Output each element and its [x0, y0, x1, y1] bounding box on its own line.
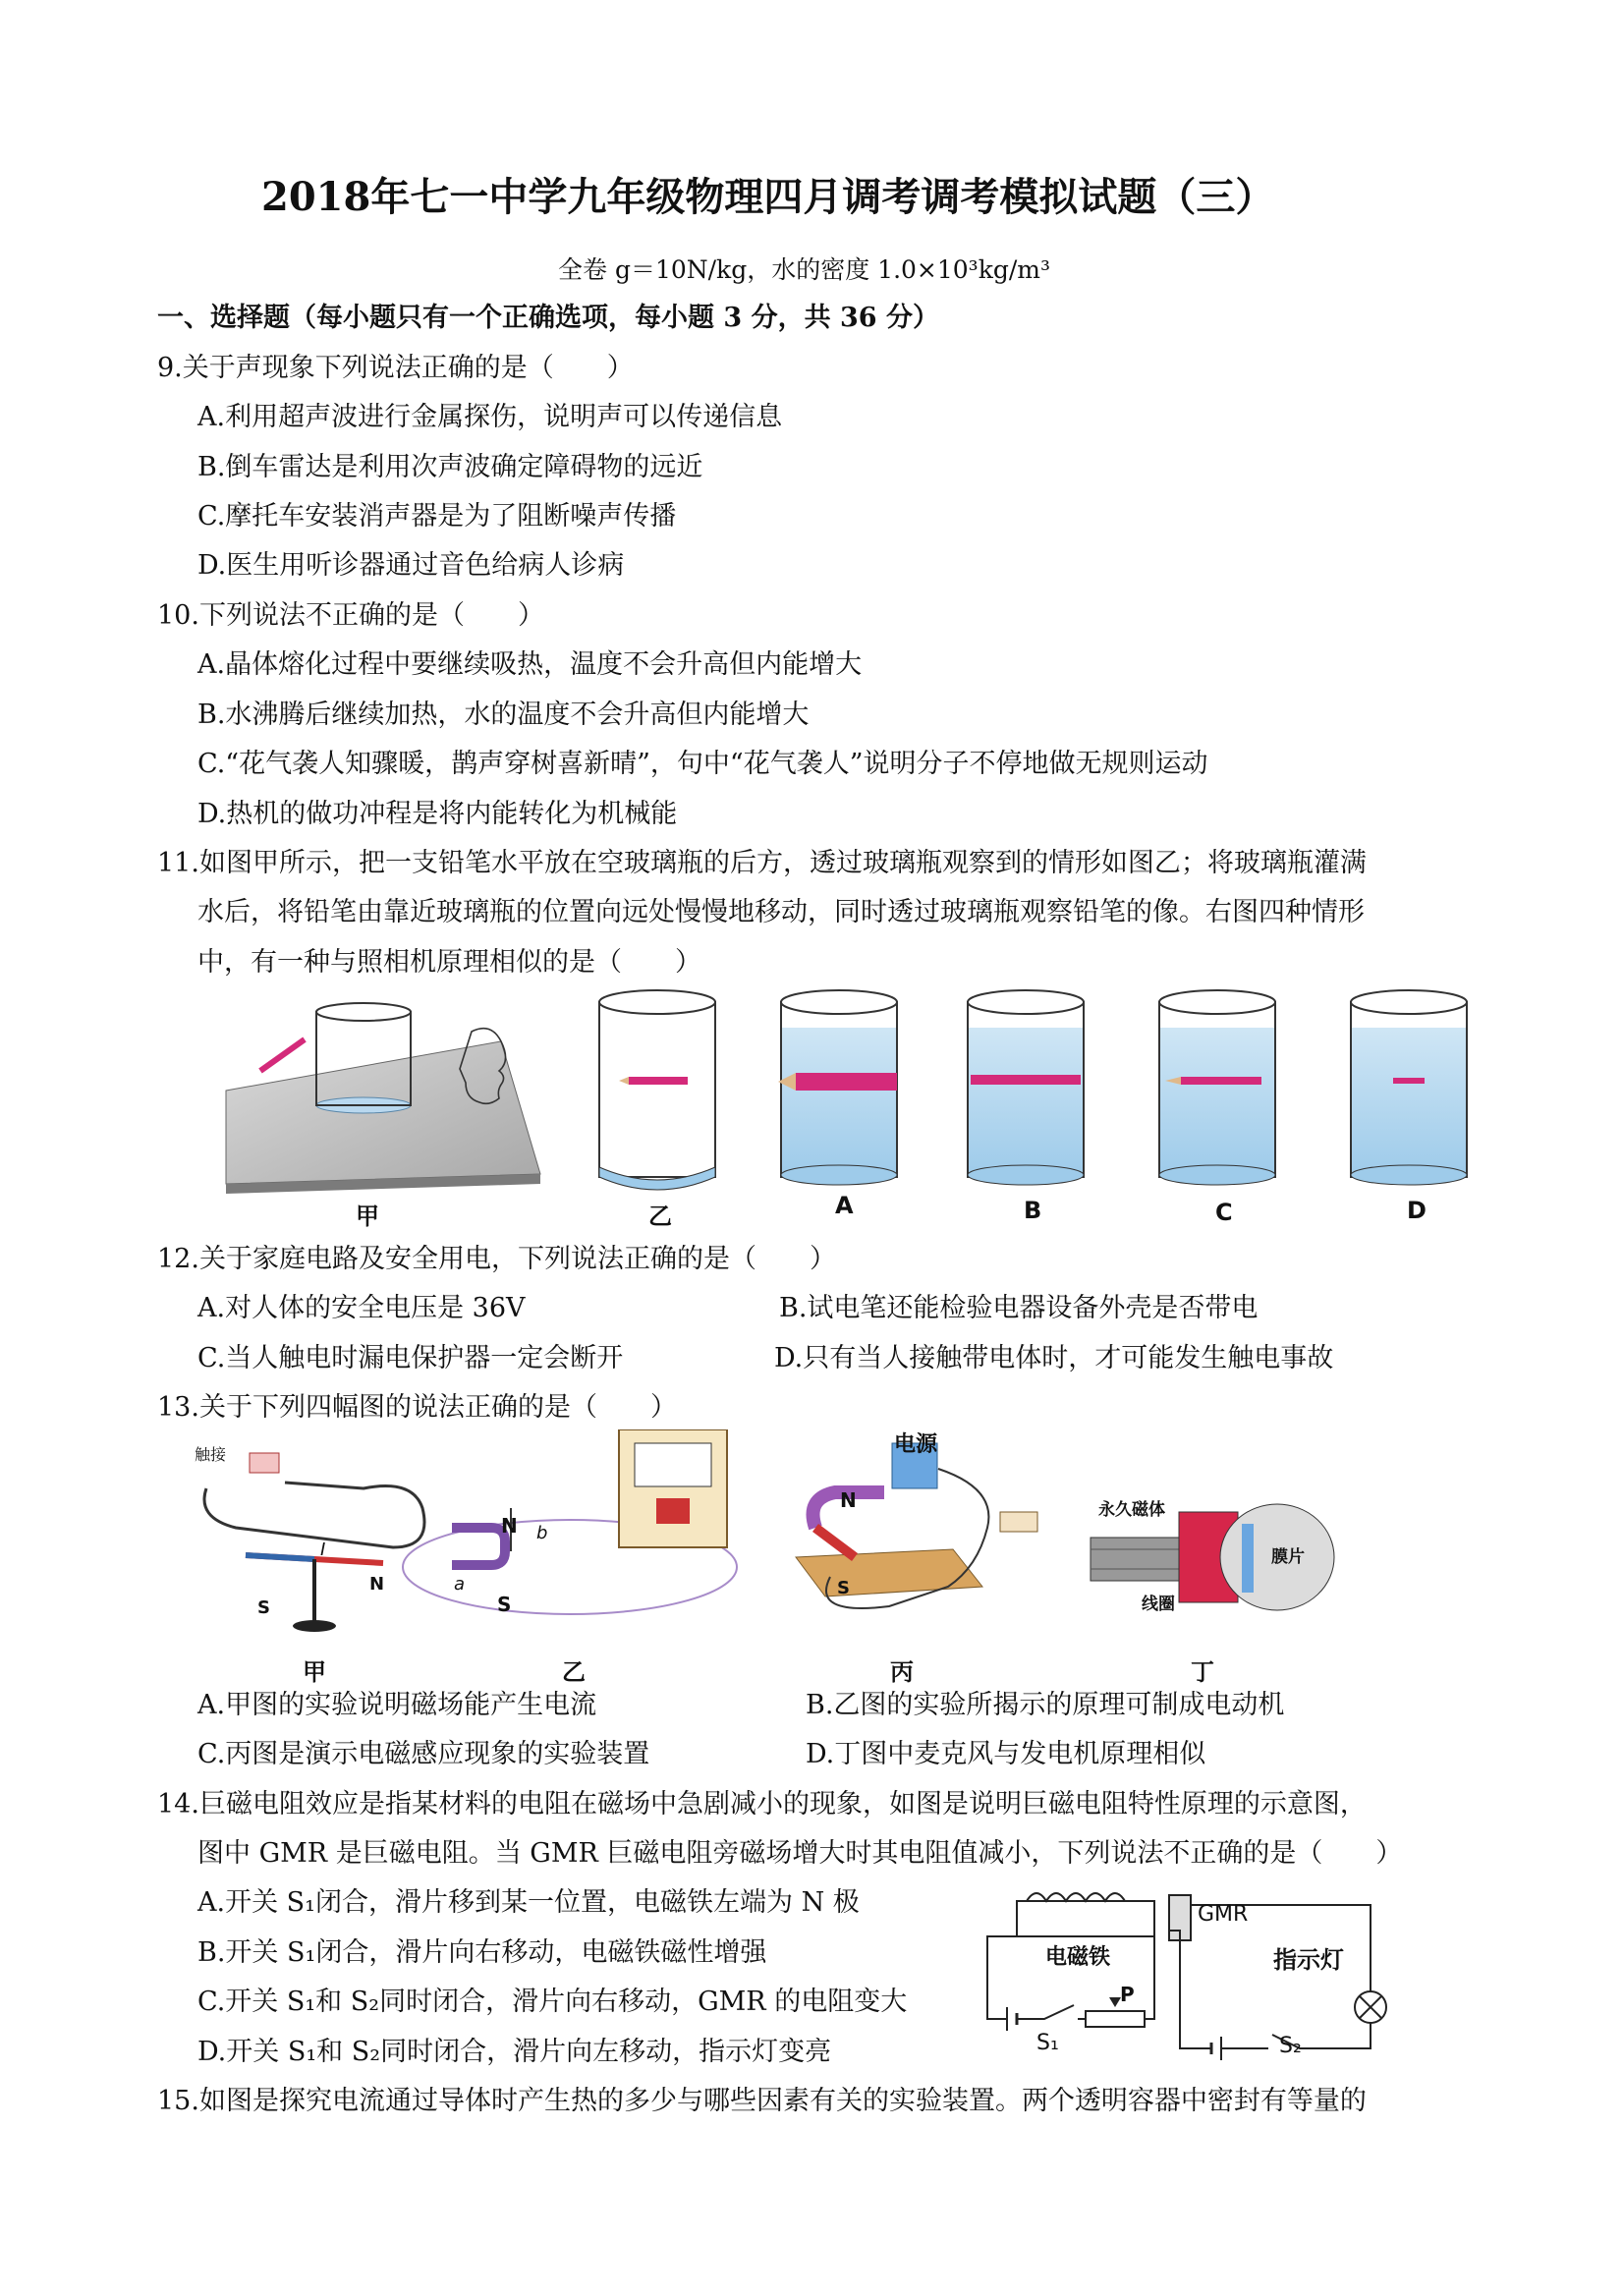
q13-caption-bing: 丙	[890, 1658, 914, 1686]
q14-label-lamp: 指示灯	[1273, 1946, 1344, 1974]
q9-option-d: D.医生用听诊器通过音色给病人诊病	[197, 550, 625, 581]
figure-induction	[403, 1429, 737, 1614]
q9-option-b: B.倒车雷达是利用次声波确定障碍物的远近	[197, 452, 703, 482]
q14-label-s1: S₁	[1036, 2031, 1059, 2055]
q9-option-c: C.摩托车安装消声器是为了阻断噪声传播	[197, 501, 677, 532]
page-title: 2018年七一中学九年级物理四月调考调考模拟试题（三）	[261, 174, 1275, 220]
q13-caption-yi: 乙	[562, 1658, 586, 1686]
figure-d	[1351, 990, 1467, 1185]
q13-label-yi-s: S	[497, 1593, 512, 1616]
figure-jia	[226, 1003, 540, 1194]
q12-option-a: A.对人体的安全电压是 36V	[197, 1293, 526, 1323]
q11-caption-a: A	[835, 1192, 854, 1219]
q13-option-c: C.丙图是演示电磁感应现象的实验装置	[197, 1739, 650, 1769]
section-heading: 一、选择题（每小题只有一个正确选项，每小题 3 分，共 36 分）	[157, 303, 939, 333]
q13-label-membrane: 膜片	[1271, 1547, 1305, 1567]
q10-stem: 10.下列说法不正确的是（ ）	[157, 600, 544, 631]
q13-label-jia-s: S	[257, 1597, 270, 1618]
q12-option-d: D.只有当人接触带电体时，才可能发生触电事故	[774, 1343, 1334, 1373]
q12-stem: 12.关于家庭电路及安全用电，下列说法正确的是（ ）	[157, 1244, 836, 1274]
q14-label-electromagnet: 电磁铁	[1045, 1945, 1111, 1970]
q11-caption-yi: 乙	[648, 1203, 672, 1230]
q11-caption-jia: 甲	[356, 1203, 379, 1230]
q10-option-c: C.“花气袭人知骤暖，鹊声穿树喜新晴”，句中“花气袭人”说明分子不停地做无规则运动	[197, 749, 1208, 779]
q13-caption-ding: 丁	[1191, 1658, 1214, 1686]
q9-stem: 9.关于声现象下列说法正确的是（ ）	[157, 353, 634, 383]
q13-label-yi-b: b	[536, 1523, 548, 1543]
q11-caption-c: C	[1215, 1199, 1233, 1226]
q14-label-gmr: GMR	[1198, 1902, 1249, 1927]
q13-label-yi-a: a	[454, 1574, 466, 1595]
q12-option-b: B.试电笔还能检验电器设备外壳是否带电	[779, 1293, 1259, 1323]
q13-label-bing-n: N	[840, 1488, 857, 1512]
q13-option-d: D.丁图中麦克风与发电机原理相似	[806, 1739, 1206, 1769]
figure-motor	[796, 1443, 1037, 1608]
q13-label-current: I	[320, 1540, 326, 1560]
q14-label-s2: S₂	[1279, 2034, 1302, 2058]
q13-caption-jia: 甲	[303, 1658, 326, 1686]
q11-line-1: 11.如图甲所示，把一支铅笔水平放在空玻璃瓶的后方，透过玻璃瓶观察到的情形如图乙；将玻璃瓶灌满	[157, 848, 1367, 878]
q13-label-jia-n: N	[369, 1574, 385, 1595]
q14-option-b: B.开关 S₁闭合，滑片向右移动，电磁铁磁性增强	[197, 1937, 767, 1968]
q10-option-b: B.水沸腾后继续加热，水的温度不会升高但内能增大	[197, 700, 810, 730]
q14-option-a: A.开关 S₁闭合，滑片移到某一位置，电磁铁左端为 N 极	[197, 1887, 860, 1918]
q13-stem: 13.关于下列四幅图的说法正确的是（ ）	[157, 1392, 677, 1423]
figure-c	[1159, 990, 1275, 1185]
q13-label-power: 电源	[894, 1432, 938, 1457]
q11-line-2: 水后，将铅笔由靠近玻璃瓶的位置向远处慢慢地移动，同时透过玻璃瓶观察铅笔的像。右图四种情形	[197, 897, 1365, 927]
q13-label-touch: 触接	[195, 1445, 227, 1464]
q13-option-b: B.乙图的实验所揭示的原理可制成电动机	[806, 1690, 1285, 1720]
q9-option-a: A.利用超声波进行金属探伤，说明声可以传递信息	[197, 402, 783, 432]
q13-label-yi-n: N	[501, 1514, 518, 1538]
q11-caption-d: D	[1407, 1197, 1427, 1224]
q13-label-magnet: 永久磁体	[1098, 1500, 1165, 1520]
figure-a	[778, 990, 897, 1185]
q10-option-d: D.热机的做功冲程是将内能转化为机械能	[197, 799, 678, 829]
figure-b	[968, 990, 1084, 1185]
q14-option-d: D.开关 S₁和 S₂同时闭合，滑片向左移动，指示灯变亮	[197, 2037, 832, 2067]
q10-option-a: A.晶体熔化过程中要继续吸热，温度不会升高但内能增大	[197, 649, 863, 680]
figure-yi	[599, 990, 715, 1190]
q13-label-bing-s: S	[837, 1578, 850, 1598]
q14-option-c: C.开关 S₁和 S₂同时闭合，滑片向右移动，GMR 的电阻变大	[197, 1987, 908, 2017]
q14-line-2: 图中 GMR 是巨磁电阻。当 GMR 巨磁电阻旁磁场增大时其电阻值减小，下列说法不正确的是（ ）	[197, 1838, 1403, 1869]
q13-option-a: A.甲图的实验说明磁场能产生电流	[197, 1690, 597, 1720]
q13-label-coil: 线圈	[1142, 1595, 1175, 1614]
q12-option-c: C.当人触电时漏电保护器一定会断开	[197, 1343, 624, 1373]
q14-line-1: 14.巨磁电阻效应是指某材料的电阻在磁场中急剧减小的现象，如图是说明巨磁电阻特性原理的示意图，	[157, 1789, 1367, 1820]
page-subtitle: 全卷 g＝10N/kg，水的密度 1.0×10³kg/m³	[558, 255, 1051, 284]
q11-caption-b: B	[1024, 1197, 1042, 1224]
q14-label-p: P	[1120, 1983, 1135, 2006]
q15-line-1: 15.如图是探究电流通过导体时产生热的多少与哪些因素有关的实验装置。两个透明容器中密封有等量的	[157, 2086, 1367, 2116]
figure-oersted	[204, 1453, 424, 1632]
q11-line-3: 中，有一种与照相机原理相似的是（ ）	[197, 947, 701, 978]
